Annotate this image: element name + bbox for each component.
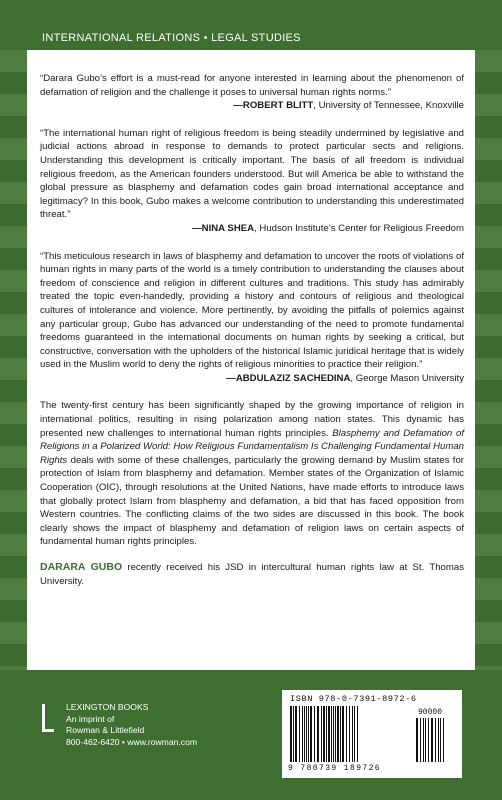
barcode-bar [302, 706, 303, 762]
barcode-bar [333, 706, 334, 762]
barcode-digits: 9 780739 189726 [288, 764, 382, 773]
barcode-bar [310, 706, 312, 762]
endorsement-text: “This meticulous research in laws of blasphemy and defamation to uncover the roots of violations of human rights in many parts of the world is a timely contribution to understanding the clauses about freedom of conscience and religion in different cultures and traditions. This study has admirably treated the topic even-handedly, providing a history and contours of religious and theological cultures of intolerance and violence. More pertinently, by avoiding the pitfalls of polemics against any particular group, Gubo has advanced our understanding of the need to promote fundamental freedoms guaranteed in the international documents on human rights by seeking a critical, but constructive, conversation with the upholders of the historical Islamic juridical heritage that is widely used in the Muslim world to deny the rights of religious minorities to practice their religion.” [40, 250, 464, 371]
endorsement [40, 72, 464, 113]
barcode-bar [357, 706, 358, 762]
lexington-logo-icon [40, 702, 56, 734]
publisher-name: LEXINGTON BOOKS [66, 702, 149, 712]
barcode-addon-bar [431, 718, 433, 762]
description-text: The twenty-first century has been significantly shaped by the growing importance of religion in international politics, resulting in rising polarization among nation states. This dynamic has presented new challenges to international human rights principles. [40, 400, 464, 439]
publisher-contact: 800-462-6420 • www.rowman.com [66, 736, 198, 747]
endorser-affiliation: , University of Tennessee, Knoxville [313, 100, 464, 112]
publisher-imprint-line: An imprint of [66, 713, 115, 724]
barcode-bar [346, 706, 347, 762]
book-title: Blasphemy and Defamation of Religions in a Polarized World: How Religious Fundamentalism Is Challenging Fundamental Human Rights [40, 427, 464, 466]
endorsement-text: “The international human right of religious freedom is being steadily undermined by legislative and judicial actions abroad in response to demands to protect particular sects and religions. Understanding this development is critically important. The basis of all freedom is individual religious freedom, as the American founders understood. But will America be able to withstand the global pressure as blasphemy and defamation codes gain broad international acceptance and legitimacy? In this book, Gubo makes a welcome contribution to understanding this underestimated threat.” [40, 127, 464, 221]
author-bio [40, 561, 464, 588]
barcode-bar [290, 706, 292, 762]
barcode-bar [317, 706, 319, 762]
barcode-bar [321, 706, 322, 762]
author-bio-text: recently received his JSD in intercultural human rights law at St. Thomas University. [40, 562, 464, 587]
endorser-affiliation: , Hudson Institute’s Center for Religious Freedom [254, 222, 464, 234]
barcode-bar [306, 706, 307, 762]
barcode-bar [293, 706, 294, 762]
barcode-bar [328, 706, 330, 762]
barcode-bar [323, 706, 325, 762]
isbn-barcode [282, 690, 462, 778]
endorsement [40, 127, 464, 236]
barcode-bars-main [290, 706, 358, 762]
price-code: 90000 [418, 708, 443, 717]
endorsement [40, 250, 464, 386]
right-stripe-border [475, 50, 502, 670]
barcode-bar [340, 706, 341, 762]
barcode-addon-bar [438, 718, 439, 762]
series-label: INTERNATIONAL RELATIONS • LEGAL STUDIES [42, 32, 301, 44]
barcode-addon-bar [428, 718, 429, 762]
barcode-bar [326, 706, 327, 762]
barcode-bar [352, 706, 353, 762]
barcode-addon-bar [416, 718, 418, 762]
barcode-bar [335, 706, 336, 762]
endorsement-text: “Darara Gubo’s effort is a must-read for anyone interested in learning about the phenomenon of defamation of religion and the challenge it poses to universal human rights norms.” [40, 73, 464, 98]
endorsement-attribution [40, 372, 464, 386]
left-stripe-border [0, 50, 27, 670]
endorser-name: —ROBERT BLITT [233, 100, 314, 112]
barcode-bar [349, 706, 350, 762]
cover-text [40, 72, 464, 588]
barcode-bar [295, 706, 297, 762]
endorser-name: —NINA SHEA [192, 222, 255, 234]
barcode-bar [304, 706, 305, 762]
barcode-addon-bar [443, 718, 444, 762]
barcode-addon-bar [420, 718, 421, 762]
barcode-addon-bar [440, 718, 441, 762]
publisher-parent: Rowman & Littlefield [66, 725, 145, 735]
endorser-name: —ABDULAZIZ SACHEDINA [226, 372, 351, 384]
barcode-bar [299, 706, 300, 762]
endorsement-attribution [40, 99, 464, 113]
header-band [0, 0, 502, 50]
book-description [40, 399, 464, 549]
barcode-bars-addon [416, 718, 444, 762]
barcode-bar [331, 706, 332, 762]
isbn-label: ISBN 978-0-7391-8972-6 [290, 694, 417, 704]
barcode-addon-bar [425, 718, 426, 762]
publisher-info [66, 702, 197, 748]
barcode-addon-bar [423, 718, 424, 762]
barcode-bar [354, 706, 355, 762]
barcode-addon-bar [435, 718, 436, 762]
endorsement-attribution [40, 222, 464, 236]
barcode-bar [337, 706, 339, 762]
endorser-affiliation: , George Mason University [350, 372, 464, 384]
barcode-bar [342, 706, 344, 762]
author-name: DARARA GUBO [40, 561, 123, 573]
description-text: deals with some of these challenges, particularly the growing demand by Muslim states for protection of Islam from blasphemy and defamation. Member states of the Organization of Islamic Cooperation (OIC), through resolutions at the United Nations, have made efforts to introduce laws that globally protect Islam from blasphemy and defamation, a bid that has faced opposition from Western countries. The conflicting claims of the two sides are discussed in this book. The book clearly shows the impact of blasphemy and defamation of religion laws on certain aspects of fundamental human rights principles. [40, 454, 464, 548]
barcode-bar [314, 706, 315, 762]
barcode-bar [308, 706, 309, 762]
